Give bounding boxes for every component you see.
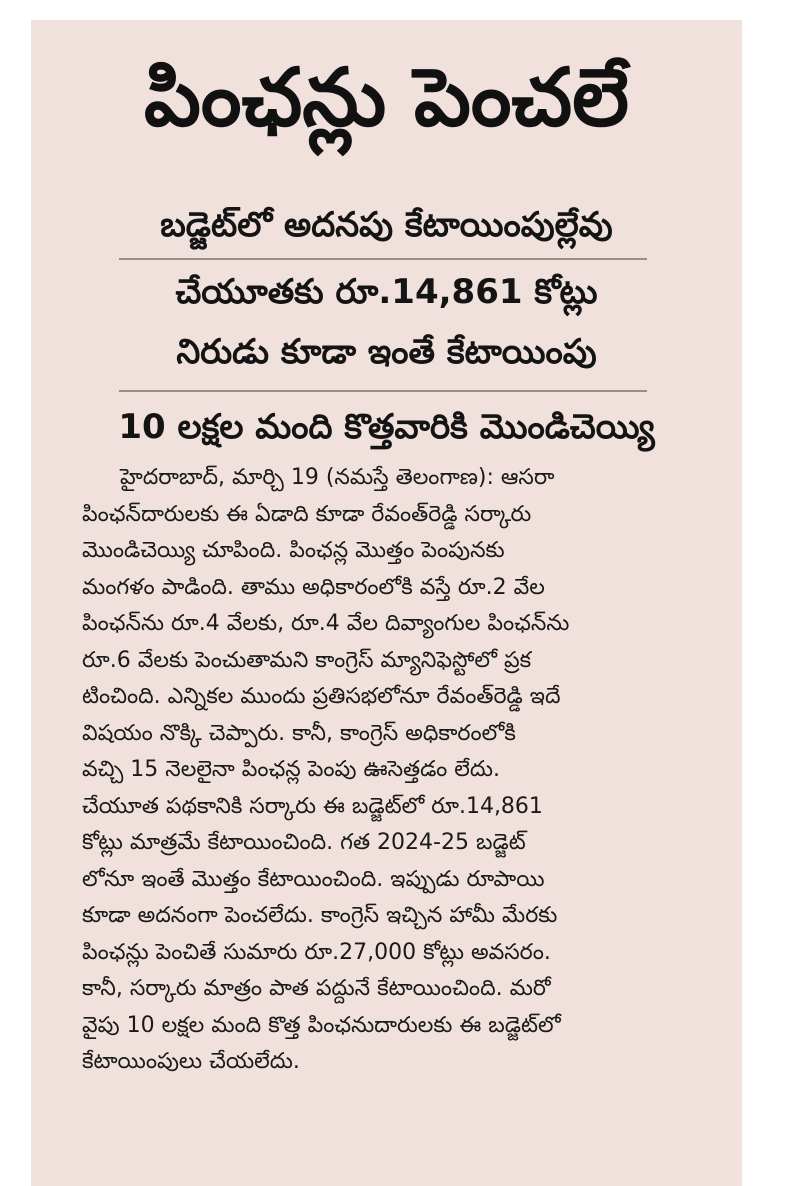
article-line: రూ.6 వేలకు పెంచుతామని కాంగ్రెస్ మ్యానిఫెస్టోలో ప్రక [82, 647, 532, 673]
divider-rule [119, 390, 647, 392]
subhead-same-as-last-year: నిరుడు కూడా ఇంతే కేటాయింపు [176, 332, 597, 372]
article-line: టించింది. ఎన్నికల ముందు ప్రతిసభలోనూ రేవంత్‌రెడ్డి ఇదే [82, 684, 561, 709]
headline: పింఛన్లు పెంచలే [144, 51, 629, 144]
article-line: కోట్లు మాత్రమే కేటాయించింది. గత 2024-25 బడ్జెట్ [82, 830, 526, 855]
article-line: కూడా అదనంగా పెంచలేదు. కాంగ్రెస్ ఇచ్చిన హామీ మేరకు [82, 903, 558, 928]
subhead-cheyutha-amount: చేయూతకు రూ.14,861 కోట్లు [175, 272, 598, 312]
news-clipping [31, 20, 742, 1186]
article-line: వచ్చి 15 నెలలైనా పింఛన్ల పెంపు ఊసెత్తడం లేదు. [82, 757, 500, 782]
article-line: మొండిచెయ్యి చూపింది. పింఛన్ల మొత్తం పెంపునకు [82, 538, 505, 563]
article-line: కానీ, సర్కారు మాత్రం పాత పద్దునే కేటాయించింది. మరో [82, 976, 551, 1001]
article-line: పింఛన్‌ను రూ.4 వేలకు, రూ.4 వేల దివ్యాంగుల పింఛన్‌ను [82, 611, 570, 636]
divider-rule [119, 258, 647, 260]
subhead-budget-no-extra-allocation: బడ్జెట్‌లో అదనపు కేటాయింపుల్లేవు [160, 205, 613, 245]
article-line: హైదరాబాద్, మార్చి 19 (నమస్తే తెలంగాణ): ఆసరా [120, 465, 555, 490]
article-line: పింఛన్‌దారులకు ఈ ఏడాది కూడా రేవంత్‌రెడ్డి సర్కారు [82, 501, 532, 527]
article-line: చేయూత పథకానికి సర్కారు ఈ బడ్జెట్‌లో రూ.14,861 [82, 793, 543, 819]
article-line: పింఛన్లు పెంచితే సుమారు రూ.27,000 కోట్లు అవసరం. [82, 939, 551, 965]
article-line: విషయం నొక్కి చెప్పారు. కానీ, కాంగ్రెస్ అధికారంలోకి [82, 720, 516, 746]
article-line: మంగళం పాడింది. తాము అధికారంలోకి వస్తే రూ.2 వేల [82, 574, 545, 600]
article-line: లోనూ ఇంతే మొత్తం కేటాయించింది. ఇప్పుడు రూపాయి [82, 866, 545, 892]
article-line: వైపు 10 లక్షల మంది కొత్త పింఛనుదారులకు ఈ బడ్జెట్‌లో [82, 1012, 561, 1038]
subhead-new-beneficiaries: 10 లక్షల మంది కొత్తవారికి మొండిచెయ్యి [118, 407, 655, 447]
article-line: కేటాయింపులు చేయలేదు. [82, 1049, 300, 1074]
article-body [82, 460, 692, 1081]
